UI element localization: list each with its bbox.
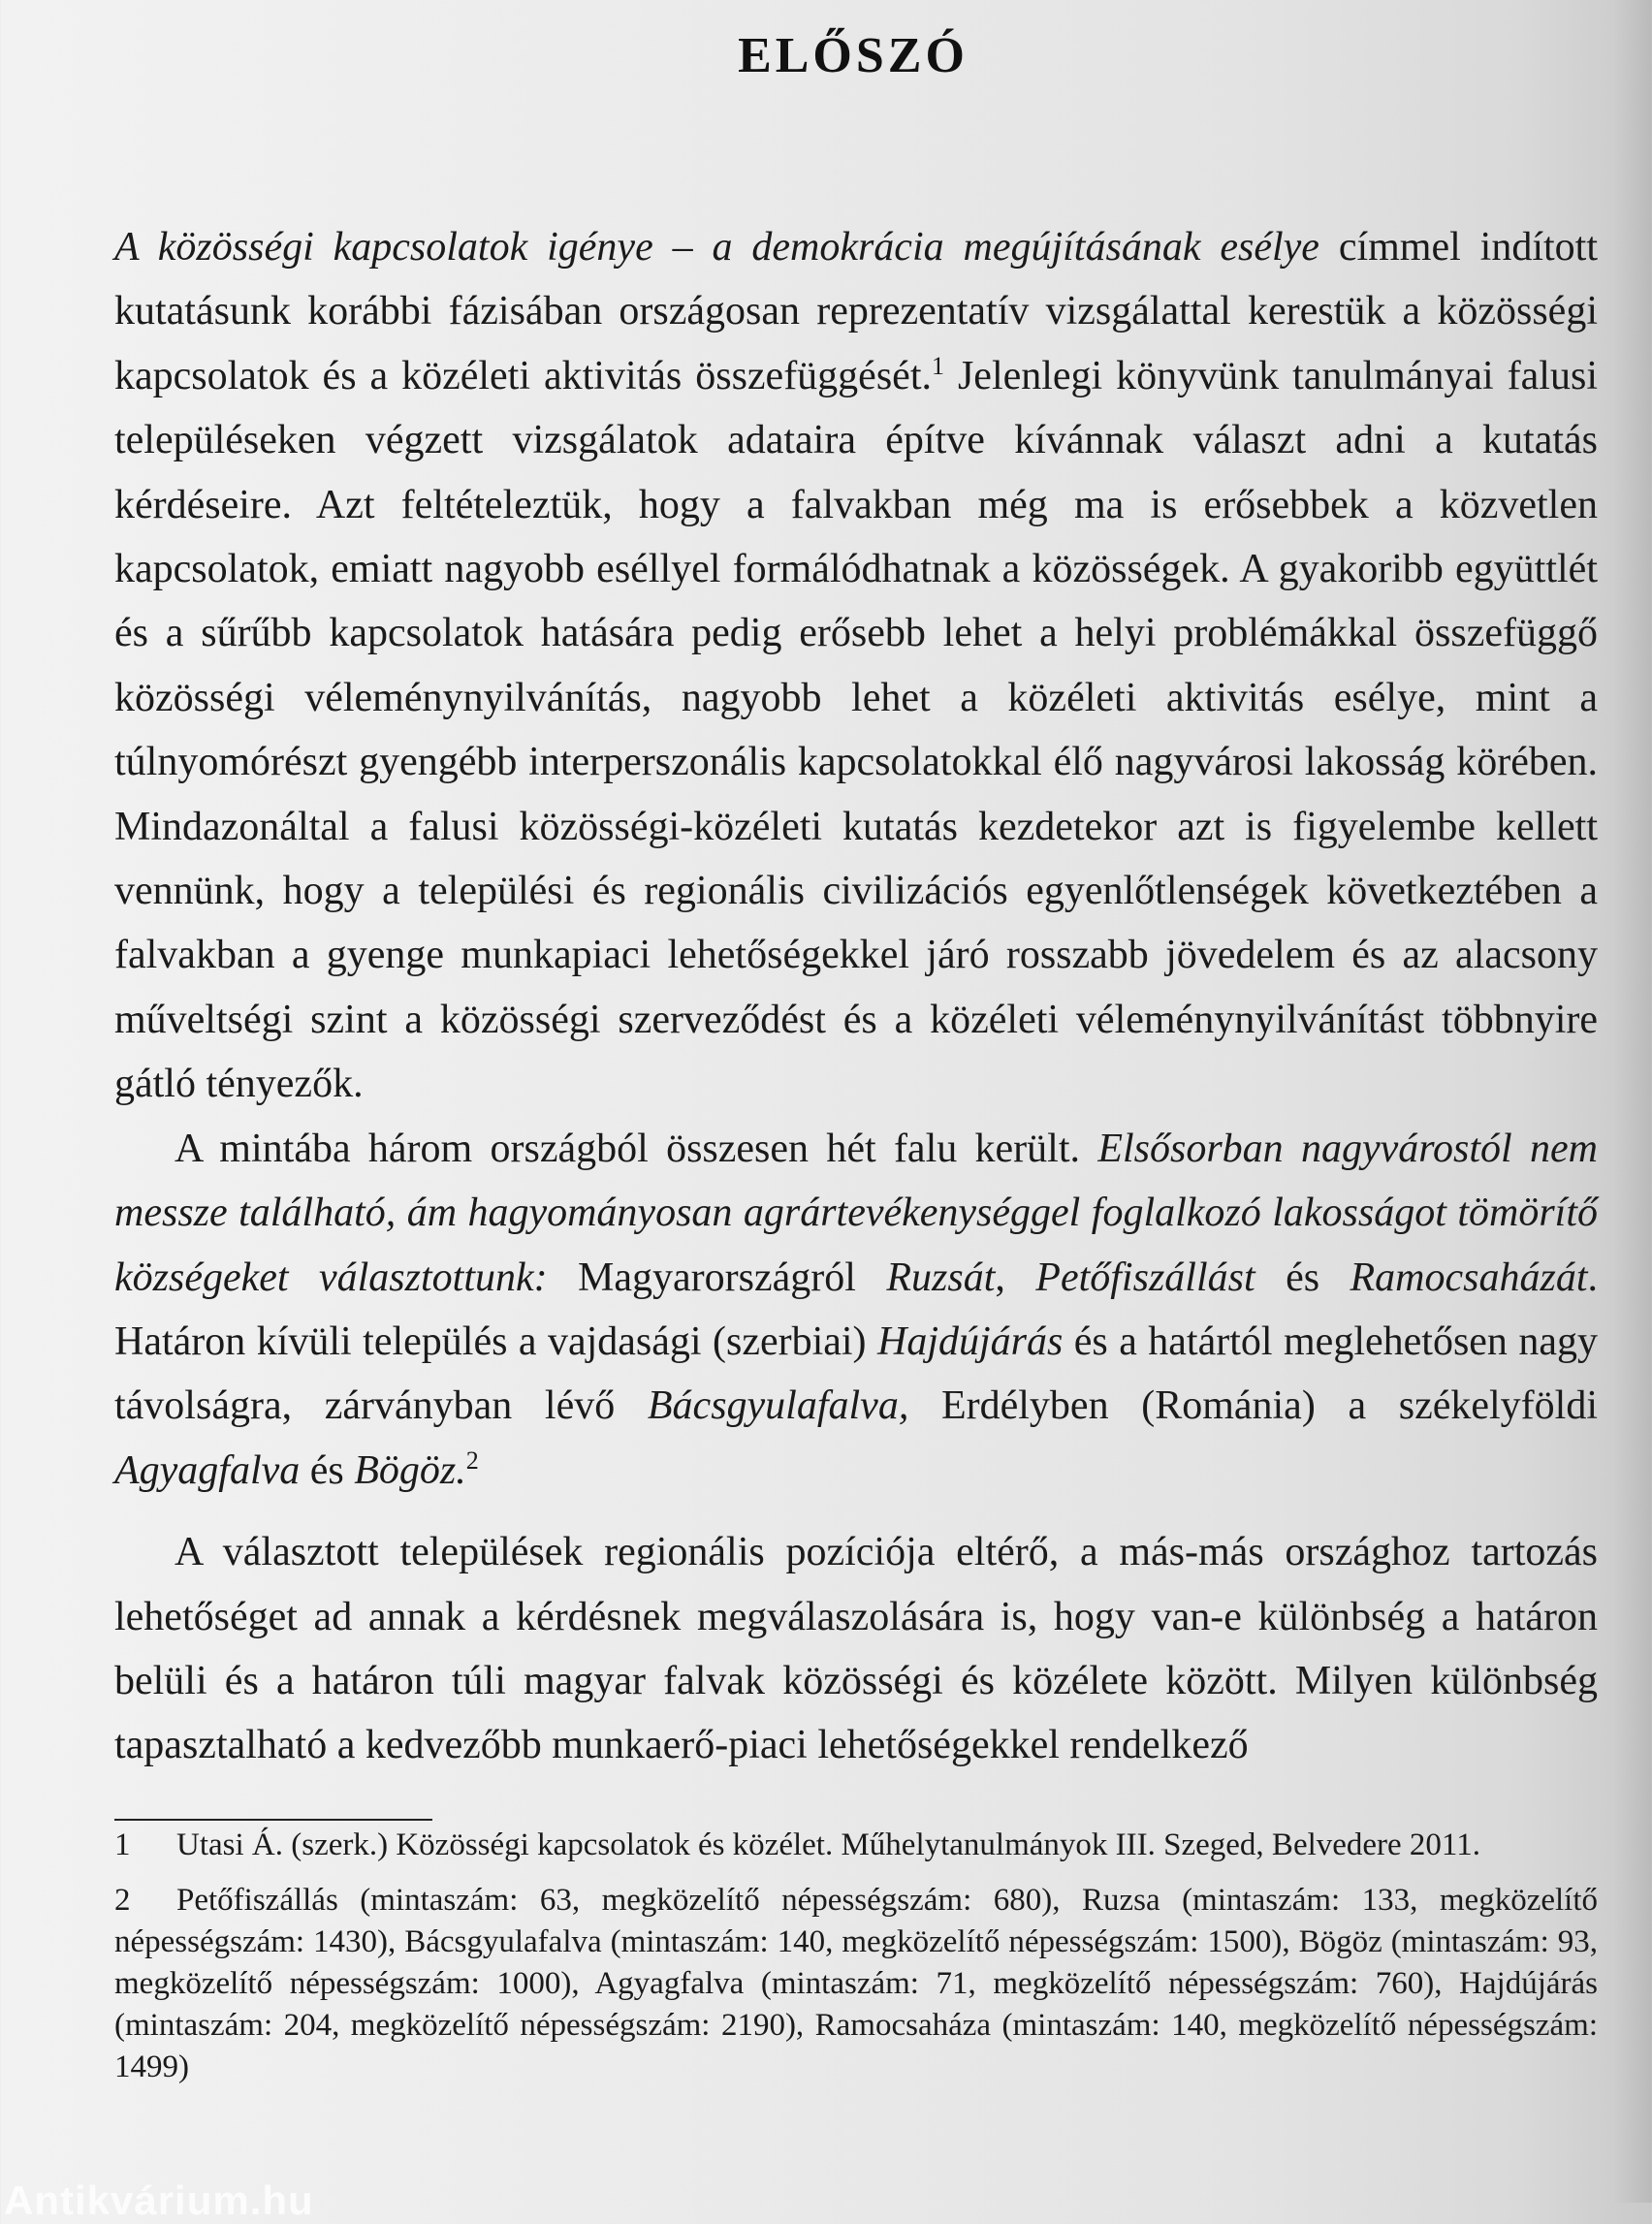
paragraph-2-text-d: és — [1255, 1255, 1350, 1300]
paragraph-1-text-a: címmel indított kutatásunk korábbi fázisában országosan reprezentatív vizsgálattal kerestük a közösségi kapcsolatok és a közéleti aktivitás összefüggését. — [114, 225, 1598, 398]
footnote-number: 2 — [114, 1883, 131, 1918]
page-title: ELŐSZÓ — [738, 28, 969, 83]
page-edge-shadow — [1613, 0, 1652, 2203]
body-text — [114, 215, 1598, 1778]
village-bacsgyulafalva: Bácsgyulafalva, — [647, 1383, 909, 1429]
paragraph-2 — [114, 1117, 1598, 1503]
village-petofiszallas: Petőfiszállást — [1035, 1255, 1255, 1300]
paragraph-2-text-a: A mintába három országból összesen hét falu került. — [175, 1126, 1098, 1171]
footnote-ref-1: 1 — [931, 351, 944, 380]
watermark: Antikvárium.hu — [4, 2177, 314, 2223]
village-ruzsa: Ruzsát — [886, 1255, 996, 1300]
footnote-number: 1 — [114, 1827, 131, 1862]
paragraph-2-text-e: . Határon kívüli település a vajdasági (szerbiai) — [114, 1255, 1598, 1364]
village-bogoz: Bögöz. — [354, 1447, 466, 1493]
village-ramocsahaza: Ramocsaházát — [1350, 1255, 1588, 1300]
paragraph-2-text-g: Erdélyben (Románia) a székelyföldi — [908, 1383, 1598, 1429]
footnote-2 — [114, 1880, 1598, 2088]
village-agyagfalva: Agyagfalva — [114, 1447, 301, 1493]
paragraph-2-text-b: Magyarországról — [547, 1255, 887, 1300]
village-hajdujaras: Hajdújárás — [877, 1319, 1064, 1364]
footnotes — [114, 1825, 1598, 2102]
footnote-1 — [114, 1825, 1598, 1866]
paragraph-2-text-c: , — [995, 1255, 1036, 1300]
paragraph-3: A választott települések regionális pozíciója eltérő, a más-más országhoz tartozás lehetőséget ad annak a kérdésnek megválaszolására is, hogy van-e különbség a határon belüli és a határon túli magyar falvak közösségi és közélete között. Milyen különbség tapasztalható a kedvezőbb munkaerő-piaci lehetőségekkel rendelkező — [114, 1530, 1598, 1768]
paragraph-1 — [114, 215, 1598, 1117]
footnote-divider — [114, 1819, 432, 1821]
footnote-ref-2: 2 — [465, 1446, 479, 1475]
paragraph-1-text-b: Jelenlegi könyvünk tanulmányai falusi településeken végzett vizsgálatok adataira építve kívánnak választ adni a kutatás kérdéseire. Azt feltételeztük, hogy a falvakban még ma is erősebbek a közvetlen kapcsolatok, emiatt nagyobb eséllyel formálódhatnak a közösségek. A gyakoribb együttlét és a sűrűbb kapcsolatok hatására pedig erősebb lehet a helyi problémákkal összefüggő közösségi véleménynyilvánítás, nagyobb lehet a közéleti aktivitás esélye, mint a túlnyomórészt gyengébb interperszonális kapcsolatokkal élő nagyvárosi lakosság körében. Mindazonáltal a falusi közösségi-közéleti kutatás kezdetekor azt is figyelembe kellett vennünk, hogy a települési és regionális civilizációs egyenlőtlenségek következtében a falvakban a gyenge munkapiaci lehetőségekkel járó rosszabb jövedelem és az alacsony műveltségi szint a közösségi szerveződést és a közéleti véleménynyilvánítást többnyire gátló tényezők. — [114, 353, 1598, 1107]
italic-lead: A közösségi kapcsolatok igénye – a demokrácia megújításának esélye — [114, 225, 1319, 270]
footnote-text: Petőfiszállás (mintaszám: 63, megközelítő népességszám: 680), Ruzsa (mintaszám: 133, megközelítő népességszám: 1430), Bácsgyulafalva (mintaszám: 140, megközelítő népességszám: 1500), Bögöz (mintaszám: 93, megközelítő népességszám: 1000), Agyagfalva (mintaszám: 71, megközelítő népességszám: 760), Hajdújárás (mintaszám: 204, megközelítő népességszám: 2190), Ramocsaháza (mintaszám: 140, megközelítő népességszám: 1499) — [114, 1883, 1598, 2084]
paragraph-2-text-f: és a határtól meglehetősen nagy távolságra, zárványban lévő — [114, 1319, 1599, 1429]
footnote-text: Utasi Á. (szerk.) Közösségi kapcsolatok és közélet. Műhelytanulmányok III. Szeged, Belvedere 2011. — [176, 1827, 1480, 1862]
paragraph-2-text-h: és — [300, 1447, 355, 1493]
paragraph-2-italic-a: Elsősorban nagyvárostól nem messze található, ám hagyományosan agrártevékenységgel foglalkozó lakosságot tömörítő községeket választottunk: — [114, 1126, 1598, 1300]
